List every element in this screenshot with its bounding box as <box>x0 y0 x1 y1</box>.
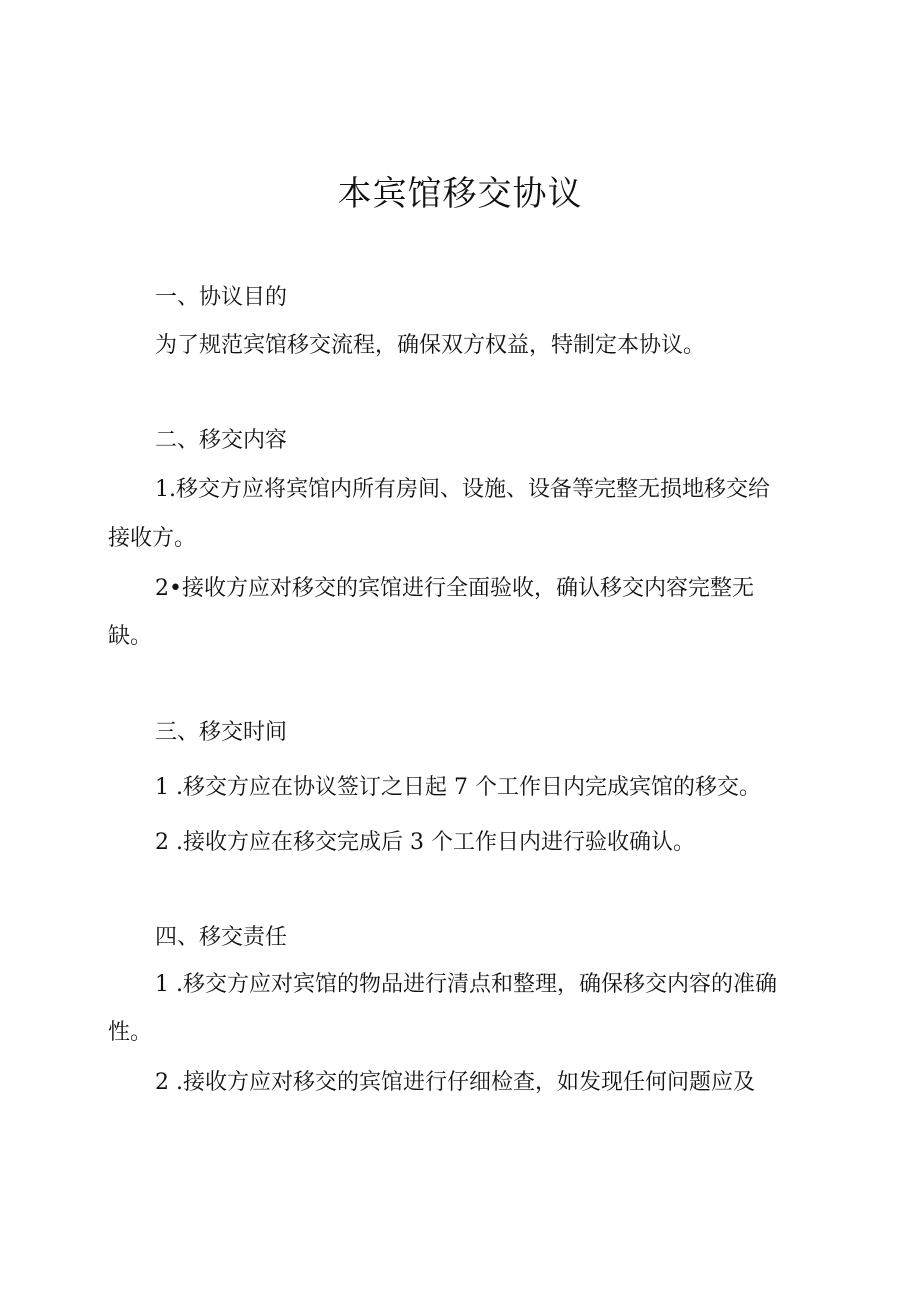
paragraph: 为了规范宾馆移交流程，确保双方权益，特制定本协议。 <box>155 333 706 358</box>
list-item-line: 1.移交方应将宾馆内所有房间、设施、设备等完整无损地移交给 <box>155 477 770 502</box>
list-item-line: 接收方。 <box>108 526 197 551</box>
section-heading: 二、移交内容 <box>155 428 288 453</box>
section-heading: 三、移交时间 <box>155 720 288 745</box>
list-item-line: 缺。 <box>108 624 153 649</box>
list-item-line: 2 .接收方应对移交的宾馆进行仔细检查，如发现任何问题应及 <box>155 1070 755 1095</box>
list-item: 1 .移交方应在协议签订之日起 7 个工作日内完成宾馆的移交。 <box>155 775 761 800</box>
document-title: 本宾馆移交协议 <box>337 174 583 214</box>
list-item-line: 性。 <box>108 1020 153 1045</box>
section-heading: 一、协议目的 <box>155 285 288 310</box>
list-item: 2 .接收方应在移交完成后 3 个工作日内进行验收确认。 <box>155 830 695 855</box>
list-item-line: 2•接收方应对移交的宾馆进行全面验收，确认移交内容完整无 <box>155 576 754 601</box>
list-item-line: 1 .移交方应对宾馆的物品进行清点和整理，确保移交内容的准确 <box>155 972 777 997</box>
section-heading: 四、移交责任 <box>155 925 288 950</box>
